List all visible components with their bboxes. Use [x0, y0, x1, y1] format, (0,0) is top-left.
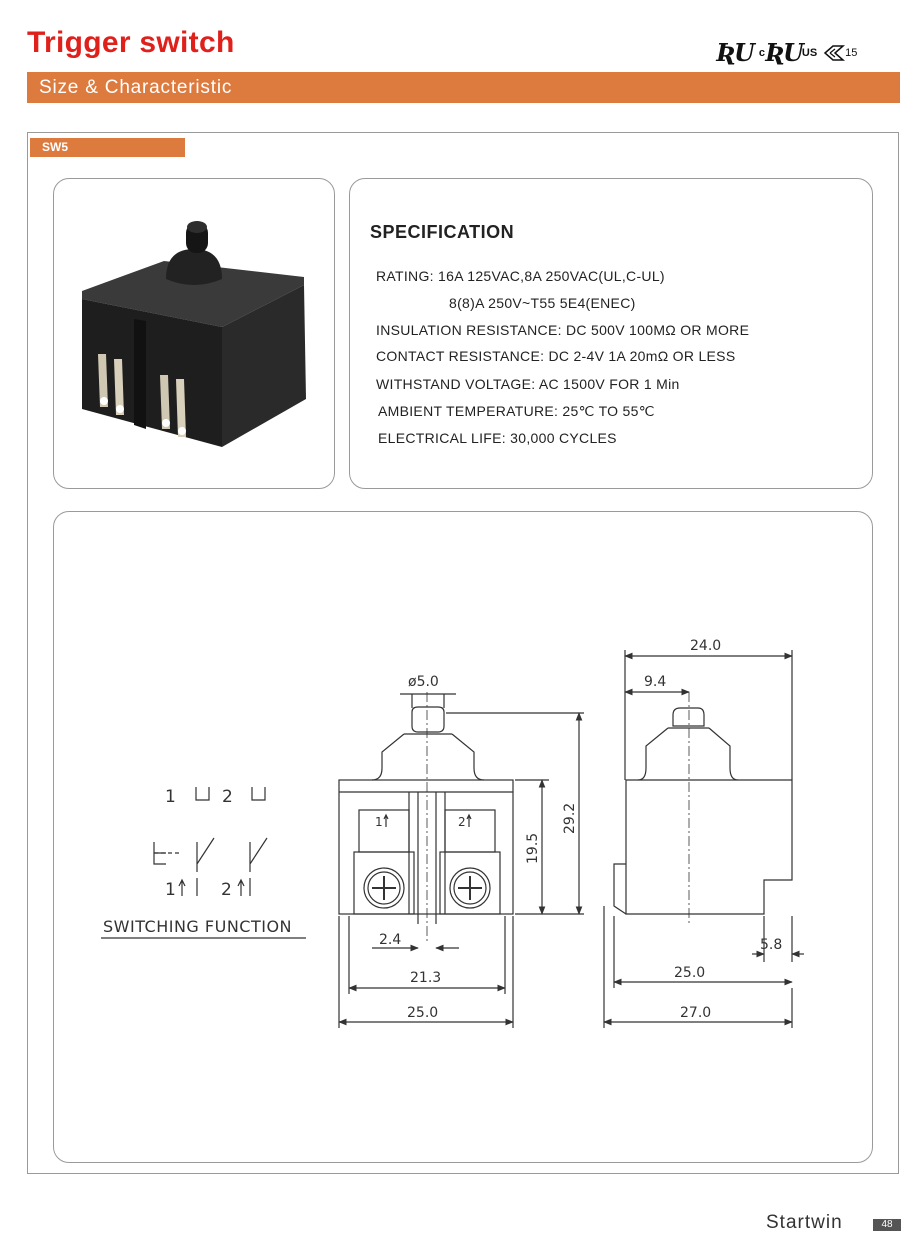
cul-mark-icon: ƦU [765, 38, 802, 67]
cul-c-label: c [758, 46, 765, 59]
switching-schematic [101, 787, 306, 938]
enec-mark-icon [823, 44, 845, 62]
dimension-drawing [54, 512, 872, 1162]
front-dim-pin-gap: 2.4 [379, 932, 402, 948]
spec-withstand: WITHSTAND VOLTAGE: AC 1500V FOR 1 Min [376, 376, 680, 392]
side-dim-width-top: 24.0 [690, 638, 722, 654]
switching-function-label: SWITCHING FUNCTION [103, 917, 293, 936]
front-dim-diameter: ø5.0 [408, 674, 439, 690]
side-dim-base-width: 25.0 [674, 965, 706, 981]
schem-bot-1: 1 [165, 880, 176, 900]
front-term-1: 1 [375, 815, 383, 829]
side-dim-step: 5.8 [760, 937, 783, 953]
front-dim-height-total: 29.2 [562, 802, 578, 834]
schem-top-1: 1 [165, 787, 176, 807]
certification-marks [716, 38, 857, 67]
model-tag [30, 138, 185, 157]
technical-drawing-box [53, 511, 873, 1163]
spec-life: ELECTRICAL LIFE: 30,000 CYCLES [378, 430, 617, 446]
front-view [339, 674, 584, 1028]
model-tag-label: SW5 [42, 140, 69, 154]
spec-ambient: AMBIENT TEMPERATURE: 25℃ TO 55℃ [378, 403, 655, 419]
page-number: 48 [873, 1219, 901, 1231]
front-dim-height-body: 19.5 [525, 832, 541, 864]
section-title: Size & Characteristic [39, 77, 233, 98]
ul-mark-icon: ƦU [716, 38, 753, 67]
front-dim-outer-width: 25.0 [407, 1005, 439, 1021]
section-bar [27, 72, 900, 103]
spec-rating: RATING: 16A 125VAC,8A 250VAC(UL,C-UL) [376, 268, 665, 284]
side-dim-total-width: 27.0 [680, 1005, 712, 1021]
footer-brand: Startwin [766, 1212, 843, 1233]
schem-bot-2: 2 [221, 880, 232, 900]
front-term-2: 2 [458, 815, 466, 829]
spec-insulation: INSULATION RESISTANCE: DC 500V 100MΩ OR MORE [376, 322, 750, 338]
trigger-switch-photo [54, 179, 334, 488]
schem-top-2: 2 [222, 787, 233, 807]
product-photo-box [53, 178, 335, 489]
side-view [604, 638, 804, 1028]
spec-rating-enec: 8(8)A 250V~T55 5E4(ENEC) [449, 295, 636, 311]
specification-box [349, 178, 873, 489]
side-dim-offset: 9.4 [644, 674, 667, 690]
cul-us-label: US [801, 46, 818, 59]
enec-number: 15 [845, 46, 858, 59]
page-title: Trigger switch [27, 26, 235, 59]
specification-heading: SPECIFICATION [370, 222, 515, 242]
front-dim-inner-width: 21.3 [410, 970, 442, 986]
spec-contact: CONTACT RESISTANCE: DC 2-4V 1A 20mΩ OR LESS [376, 348, 736, 364]
